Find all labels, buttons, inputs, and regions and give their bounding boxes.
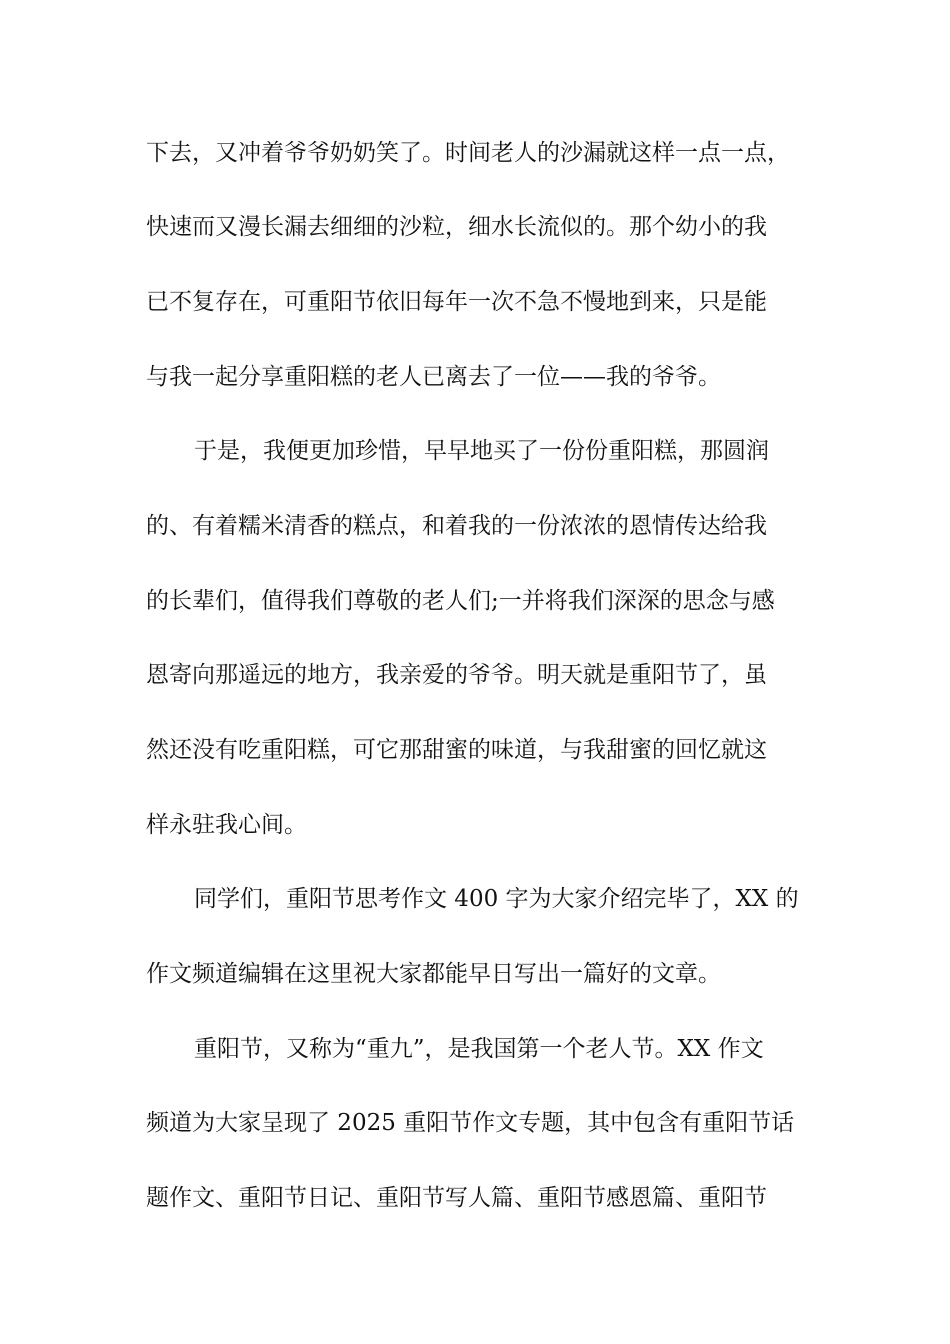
text-line: 下去，又冲着爷爷奶奶笑了。时间老人的沙漏就这样一点一点， xyxy=(146,140,790,166)
paragraph-first-line: 于是，我便更加珍惜，早早地买了一份份重阳糕，那圆润 xyxy=(194,438,769,464)
text-line: 作文频道编辑在这里祝大家都能早日写出一篇好的文章。 xyxy=(146,961,721,987)
text-line: 题作文、重阳节日记、重阳节写人篇、重阳节感恩篇、重阳节 xyxy=(146,1185,767,1211)
text-line: 的长辈们，值得我们尊敬的老人们;一并将我们深深的思念与感 xyxy=(146,588,775,614)
text-line: 样永驻我心间。 xyxy=(146,812,307,838)
text-line: 然还没有吃重阳糕，可它那甜蜜的味道，与我甜蜜的回忆就这 xyxy=(146,737,767,763)
paragraph-first-line: 同学们，重阳节思考作文 400 字为大家介绍完毕了，XX 的 xyxy=(194,886,799,912)
text-line: 恩寄向那遥远的地方，我亲爱的爷爷。明天就是重阳节了，虽 xyxy=(146,662,767,688)
text-line: 已不复存在，可重阳节依旧每年一次不急不慢地到来，只是能 xyxy=(146,289,767,315)
paragraph-first-line: 重阳节，又称为“重九”，是我国第一个老人节。XX 作文 xyxy=(194,1036,764,1062)
text-line: 快速而又漫长漏去细细的沙粒，细水长流似的。那个幼小的我 xyxy=(146,214,767,240)
text-line: 的、有着糯米清香的糕点，和着我的一份浓浓的恩情传达给我 xyxy=(146,513,767,539)
text-line: 与我一起分享重阳糕的老人已离去了一位——我的爷爷。 xyxy=(146,364,721,390)
text-line: 频道为大家呈现了 2025 重阳节作文专题，其中包含有重阳节话 xyxy=(146,1110,795,1136)
